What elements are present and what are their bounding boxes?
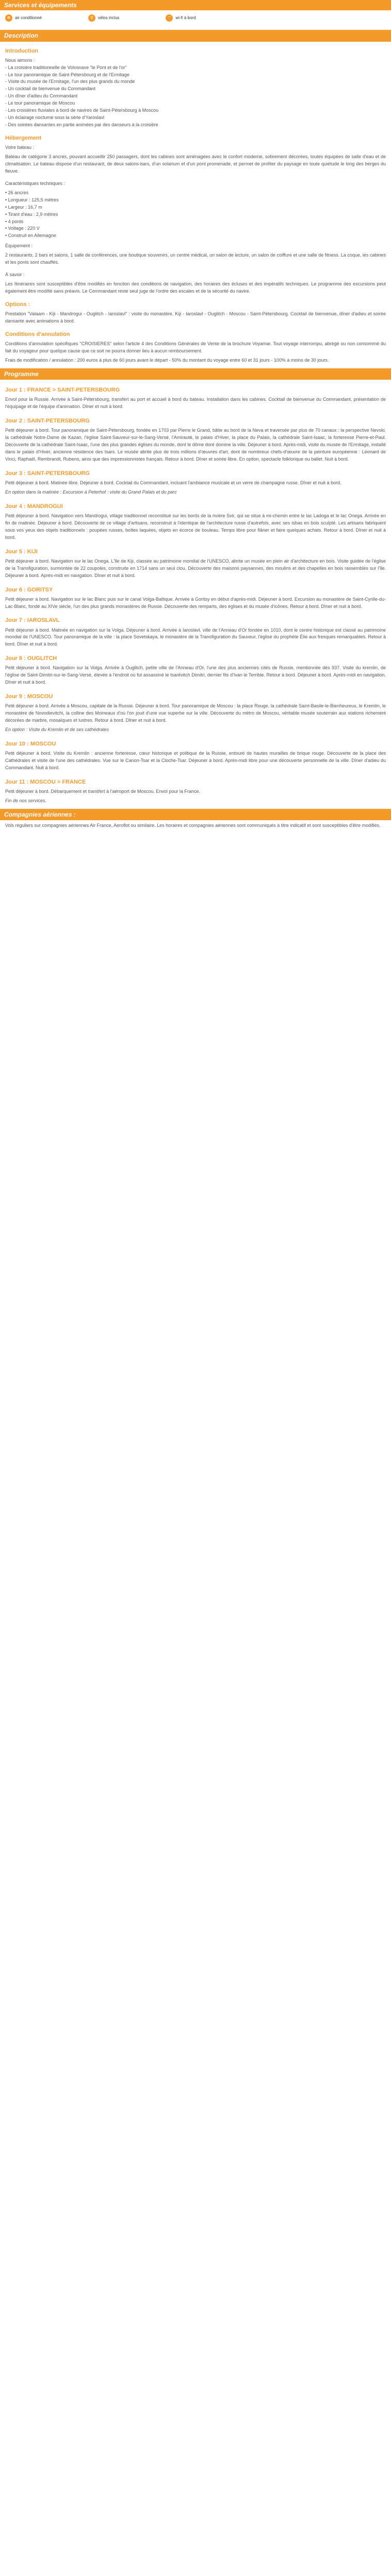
- day-text: Envol pour la Russie. Arrivée à Saint-Pétersbourg, transfert au port et accueil à bord du bateau. Installation dans les cabines. Cocktail de bienvenue du Commandant, présentation de l'équipage et de l'équipe d'animation. Dîner et nuit à bord.: [5, 397, 386, 410]
- description-title: Description: [4, 32, 39, 39]
- conditions-heading: Conditions d'annulation: [5, 331, 70, 337]
- snowflake-icon: ❄: [5, 14, 12, 22]
- day-text: Petit déjeuner à bord. Tour panoramique de Saint-Pétersbourg, fondée en 1703 par Pierre le Grand, bâtie au bord de la Neva et traversée par plus de 70 canaux : la perspective Nevski, la cathédrale Notre-Dame de Kazan, l'église Saint-Sauveur-sur-le-Sang-Versé, l'Amirauté, le palais d'Hiver, la place du Palais, la cathédrale Saint-Isaac, la forteresse Pierre-et-Paul. Découverte de la cathédrale Saint-Isaac, l'une des plus grandes églises du monde, dont le dôme doré domine la ville. Déjeuner à bord. Après-midi, visite du musée de l'Ermitage, installé dans le palais d'Hiver, ancienne résidence des tsars. Le musée abrite plus de trois millions d'œuvres d'art, dont de nombreux chefs-d'œuvre de la peinture européenne : Léonard de Vinci, Raphaël, Rembrandt, Rubens, ainsi que des impressionnistes français. Retour à bord. Dîner et soirée libre. En option, spectacle folklorique ou ballet. Nuit à bord.: [5, 428, 386, 462]
- day-title: Jour 11 : MOSCOU > FRANCE: [5, 778, 86, 785]
- legend-item-wifi: [166, 14, 196, 22]
- intro-line: - Les croisières fluviales à bord de navires de Saint-Pétersbourg à Moscou: [5, 108, 159, 113]
- description-content: [0, 47, 391, 364]
- day-text: Petit déjeuner à bord. Débarquement et transfert à l'aéroport de Moscou. Envol pour la France.: [5, 788, 200, 794]
- services-legend: [0, 10, 391, 26]
- tour-text: Les Itinéraires sont susceptibles d'être modifiés en fonction des conditions de navigation, des horaires des écluses et des impératifs techniques. Le programme des excursions peut également être modifié sans préavis. Le Commandant reste seul juge de l'ordre des escales et de la sécurité du navire.: [5, 281, 386, 294]
- options-heading: Options :: [5, 301, 30, 308]
- day-title: Jour 7 : IAROSLAVL: [5, 617, 60, 624]
- day-text: Petit déjeuner à bord. Navigation sur le lac Onega. L'île de Kiji, classée au patrimoine mondial de l'UNESCO, abrite un musée en plein air d'architecture en bois. Visite guidée de l'église de la Transfiguration, surmontée de 22 coupoles, construite en 1714 sans un seul clou. Découverte des maisons paysannes, des moulins et des chapelles en bois rassemblés sur l'île. Déjeuner à bord. Après-midi en navigation. Dîner et nuit à bord.: [5, 558, 386, 578]
- equipment-text: 2 restaurants, 2 bars et salons, 1 salle de conférences, une boutique souvenirs, un centre médical, un salon de lecture, un salon de coiffure et une salle de fitness. La coque, les cabines et les ponts sont chauffés.: [5, 252, 386, 265]
- companies-section-bar: [0, 809, 391, 821]
- companies-text: Vols réguliers sur compagnies aériennes Air France, Aeroflot ou similaire. Les horaires et compagnies aériennes sont communiqués à titre indicatif et sont susceptibles d'être modifiés.: [5, 823, 381, 828]
- companies-content: [0, 822, 391, 829]
- feature-item: • 4 ponts: [5, 218, 24, 224]
- day-text: Petit déjeuner à bord. Matinée en navigation sur la Volga. Déjeuner à bord. Arrivée à Iaroslavl, ville de l'Anneau d'Or fondée en 1010, dont le centre historique est classé au patrimoine mondial de l'UNESCO. Tour panoramique de la ville : la place Sovetskaya, le monastère de la Transfiguration du Sauveur, l'église du prophète Élie aux fresques remarquables. Retour à bord. Dîner et nuit à bord.: [5, 627, 386, 647]
- day-title: Jour 3 : SAINT-PETERSBOURG: [5, 470, 90, 477]
- companies-title: Compagnies aériennes :: [4, 810, 76, 818]
- tour-heading: À savoir :: [5, 272, 25, 278]
- features-heading: Caractéristiques techniques :: [5, 180, 66, 186]
- intro-line: - Le tour panoramique de Saint-Pétersbourg et de l'Ermitage: [5, 72, 129, 77]
- day-title: Jour 8 : OUGLITCH: [5, 655, 57, 662]
- legend-label-bikes: vélos inclus: [98, 15, 120, 20]
- day-text: Petit déjeuner à bord. Arrivée à Moscou, capitale de la Russie. Déjeuner à bord. Tour panoramique de Moscou : la place Rouge, la cathédrale Saint-Basile-le-Bienheureux, le Kremlin, le monastère de Novodievitchi, la colline des Moineaux d'où l'on jouit d'une vue superbe sur la ville. Découverte du métro de Moscou, véritable musée souterrain aux stations richement décorées de marbre, mosaïques et lustres. Retour à bord. Dîner et nuit à bord.: [5, 703, 386, 723]
- intro-line: - Un éclairage nocturne sous la série d'Yaroslavl: [5, 115, 105, 121]
- lodging-heading: Hébergement: [5, 135, 42, 142]
- feature-item: • Largeur : 16,7 m: [5, 204, 42, 210]
- conditions-text: Conditions d'annulation spécifiques "CROISIERES" selon l'article 4 des Conditions Générales de Vente de la brochure Voyamar. Tout voyage interrompu, abrégé ou non consommé du fait du voyageur pour quelque cause que ce soit ne pourra donner lieu à aucun remboursement.: [5, 341, 386, 353]
- day-title: Jour 2 : SAINT-PETERSBOURG: [5, 418, 90, 425]
- day-note: En option : Visite du Kremlin et de ses cathédrales: [5, 727, 109, 733]
- intro-line: - Visite du musée de l'Ermitage, l'un des plus grands du monde: [5, 79, 135, 84]
- legend-item-ac: [5, 14, 42, 22]
- feature-item: • Voltage : 220 V: [5, 226, 40, 231]
- day-title: Jour 4 : MANDROGUI: [5, 503, 63, 510]
- bike-icon: ⚲: [88, 14, 95, 22]
- day-note: En option dans la matinée : Excursion à Peterhof : visite du Grand Palais et du parc: [5, 489, 177, 495]
- day-text: Petit déjeuner à bord. Navigation vers Mandrogui, village traditionnel reconstitué sur les bords de la rivière Svir, qui se situe à mi-chemin entre le lac Ladoga et le lac Onega. Arrivée en fin de matinée. Déjeuner à bord. Découverte de ce village d'artisans, reconstruit à l'identique de l'architecture russe d'autrefois, avec ses isbas en bois sculpté. Les artisans fabriquent sous vos yeux des objets traditionnels : poupées russes, boîtes laquées, objets en écorce de bouleau. Temps libre pour flâner et faire quelques achats. Retour à bord. Dîner et nuit à bord.: [5, 513, 386, 540]
- intro-line: - Le tour panoramique de Moscou: [5, 100, 75, 106]
- intro-line: - La croisière traditionnelle de Volosnave "le Pont et de l'or": [5, 64, 127, 70]
- cancel-fees-text: Frais de modification / annulation : 200 euros à plus de 60 jours avant le départ - 50% du montant du voyage entre 60 et 31 jours - 100% à moins de 30 jours.: [5, 357, 329, 363]
- day-title: Jour 6 : GORITSY: [5, 586, 53, 593]
- feature-item: • Longueur : 125,5 mètres: [5, 197, 59, 202]
- intro-line: - Un cocktail de bienvenue du Commandant: [5, 86, 96, 92]
- lodging-text: Bateau de catégorie 3 ancres, pouvant accueillir 250 passagers, dont les cabines sont aménagées avec le confort moderne, sobrement décorées, toutes équipées de salle d'eau et de climatisation. Le bateau dispose d'un restaurant, de deux salons-bars, d'un solarium et d'un pont promenade, et permet de profiter du paysage en toute quiétude le long des berges du fleuve.: [5, 154, 386, 174]
- day-text: Petit déjeuner à bord. Navigation sur la Volga. Arrivée à Ouglitch, petite ville de l'Anneau d'Or, l'une des plus anciennes cités de Russie, mentionnée dès 937. Visite du kremlin, de l'église de Saint-Dimitri-sur-le-Sang-Versé, élevée à l'endroit où fut assassiné le tsarévitch Dimitri, dernier fils d'Ivan le Terrible. Retour à bord. Déjeuner à bord. Après-midi en navigation. Dîner et nuit à bord.: [5, 665, 386, 685]
- equipment-heading: Équipement :: [5, 243, 33, 249]
- day-text: Petit déjeuner à bord. Matinée libre. Déjeuner à bord. Cocktail du Commandant, incluant l'ambiance musicale et un verre de champagne russe. Dîner et nuit à bord.: [5, 480, 341, 486]
- day-title: Jour 5 : KIJI: [5, 548, 38, 555]
- page-title: Services et équipements: [4, 2, 77, 9]
- programme-section-bar: [0, 368, 391, 380]
- day-title: Jour 10 : MOSCOU: [5, 740, 56, 747]
- intro-list: [5, 57, 386, 129]
- page-title-bar: [0, 0, 391, 10]
- intro-line: - Un dîner d'adieu du Commandant: [5, 93, 78, 99]
- legend-label-ac: air conditionné: [15, 15, 42, 20]
- options-text: Prestation "Valaam - Kiji - Mandrogui - Ouglitch - Iaroslavl" : visite du monastère, Kiji - Iaroslavl - Ouglitch - Moscou - Saint-Pétersbourg. Cocktail de bienvenue, dîner d'adieu et soirée dansante avec animations à bord.: [5, 311, 386, 324]
- day-title: Jour 1 : FRANCE > SAINT-PETERSBOURG: [5, 387, 120, 394]
- day-note: Fin de nos services.: [5, 798, 47, 803]
- description-section-bar: [0, 30, 391, 42]
- feature-item: • Tirant d'eau : 2,9 mètres: [5, 211, 58, 217]
- legend-label-wifi: wi-fi à bord: [175, 15, 196, 20]
- intro-heading: Introduction: [5, 47, 39, 54]
- feature-item: • Construit en Allemagne: [5, 233, 56, 239]
- intro-line: Nous aimons :: [5, 57, 35, 63]
- wifi-icon: ⌔: [166, 14, 173, 22]
- lodging-subheading: Votre bateau :: [5, 145, 35, 150]
- programme-content: [0, 386, 391, 804]
- legend-item-bikes: [88, 14, 119, 22]
- day-text: Petit déjeuner à bord. Visite du Kremlin : ancienne forteresse, cœur historique et politique de la Russie, entouré de hautes murailles de brique rouge. Découverte de la place des Cathédrales et visite de l'une des cathédrales. Vue sur le Canon-Tsar et la Cloche-Tsar. Déjeuner à bord. Après-midi libre pour une découverte personnelle de la ville. Dîner d'adieu du Commandant. Nuit à bord.: [5, 751, 386, 770]
- programme-title: Programme: [4, 370, 39, 378]
- day-text: Petit déjeuner à bord. Navigation sur le lac Blanc puis sur le canal Volga-Baltique. Arrivée à Goritsy en début d'après-midi. Déjeuner à bord. Excursion au monastère de Saint-Cyrille-du-Lac-Blanc, fondé au XIVe siècle, l'un des plus grands monastères de Russie. Découverte des remparts, des églises et du musée d'icônes. Retour à bord. Dîner et nuit à bord.: [5, 596, 386, 609]
- feature-item: • 26 ancres: [5, 190, 29, 195]
- day-title: Jour 9 : MOSCOU: [5, 693, 53, 700]
- intro-line: - Des soirées dansantes en partie animées par des danseurs à la croisière: [5, 122, 158, 128]
